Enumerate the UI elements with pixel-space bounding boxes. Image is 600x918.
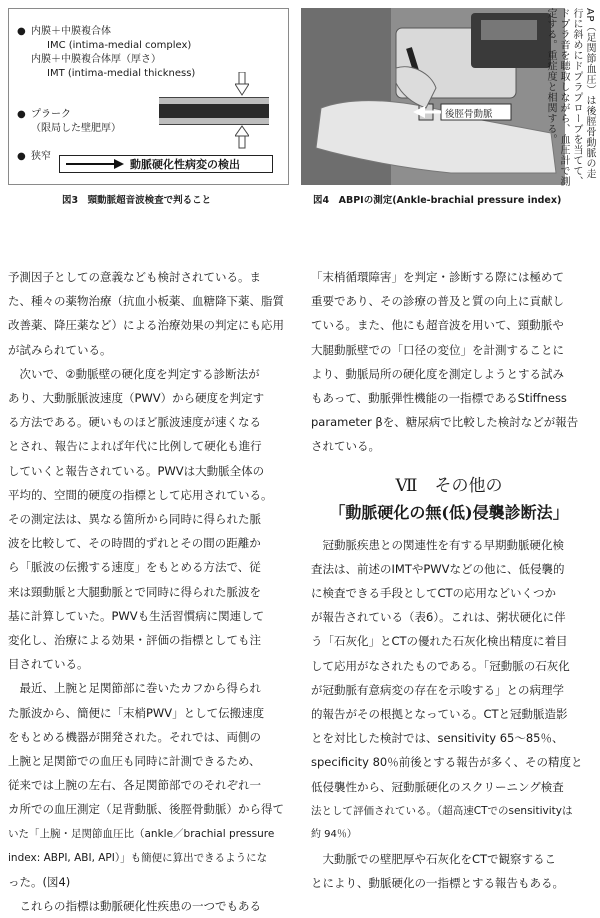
text-line: とにより、動脈硬化の一指標とする報告もある。: [311, 876, 564, 891]
text-line: 「末梢循環障害」を判定・診断する際には極めて: [311, 270, 564, 284]
text-line: に検査できる手段としてCTの応用などいくつか: [311, 586, 557, 601]
section-heading: [311, 473, 587, 527]
text-line: 改善薬、降圧薬など）による治療効果の判定にも応用: [8, 318, 284, 333]
intima-layer: [159, 97, 269, 104]
text-line: 査法は、前述のIMTやPWVなどの他に、低侵襲的: [311, 561, 565, 576]
text-line: 従来では上腕の左右、各足関節部でのそれぞれ一: [8, 778, 261, 793]
figure-4-photo: [301, 8, 565, 185]
text-line: 波を比較して、その時間的ずれとその間の距離か: [8, 536, 261, 551]
text-line: 重要であり、その診療の普及と質の向上に貢献し: [311, 294, 564, 309]
detection-box: [59, 155, 273, 173]
figure-3-caption: 図3 頸動脈超音波検査で判ること: [62, 195, 212, 206]
text-line: 冠動脈疾患との関連性を有する早期動脈硬化検: [311, 537, 564, 552]
text-line: されている。: [311, 439, 380, 454]
text-line: とされ、報告によれば年代に比例して硬化も進行: [8, 439, 262, 454]
imt-en-label: IMT (intima-medial thickness): [47, 68, 196, 79]
text-line: 基に計算していた。PWVも生活習慣病に関連して: [8, 608, 265, 623]
figure-4-side-note: AP（足関節血圧）は後脛骨動脈の走行に斜めにドプラプローブを当てて、ドプラ音を聴取しながら、血圧計で測定する。重症度と相関する。: [545, 8, 595, 187]
text-line: た脈波から、簡便に「末梢PWV」として伝搬速度: [8, 705, 265, 720]
bullet-dot: ●: [17, 26, 26, 37]
text-line: カ所での血圧測定（足背動脈、後脛骨動脈）から得て: [8, 802, 284, 817]
bullet-dot: ●: [17, 151, 26, 162]
text-line: 変化し、治療による効果・評価の指標としても注: [8, 633, 261, 648]
abpi-measurement-photo: [301, 8, 565, 185]
text-line: 的報告がその根拠となっている。CTと冠動脈造影: [311, 707, 568, 722]
text-line: あり、大動脈脈波速度（PWV）から硬度を判定す: [8, 391, 265, 406]
text-line: とを対比した検討では、sensitivity 65～85％、: [311, 731, 564, 746]
right-text-column: [311, 265, 587, 896]
text-line: ら「脈波の伝搬する速度」をもとめる方法で、従: [8, 560, 261, 575]
text-line: 法として評価されている。（超高速CTでのsensitivityは: [311, 804, 573, 817]
text-line: その測定法は、異なる箇所から同時に得られた脈: [8, 512, 261, 527]
detection-label: 動脈硬化性病変の検出: [130, 158, 240, 171]
figure-4-caption: 図4 ABPIの測定(Ankle-brachial pressure index): [313, 195, 562, 206]
text-line: 目されている。: [8, 657, 89, 672]
plaque-sub-label: （限局した壁肥厚）: [31, 123, 121, 134]
media-layer: [159, 104, 269, 118]
text-line: った。(図4): [8, 875, 71, 890]
text-line: これらの指標は動脈硬化性疾患の一つでもある: [8, 899, 261, 914]
text-line: いた「上腕・足関節血圧比（ankle／brachial pressure: [8, 827, 275, 840]
imc-en-label: IMC (intima-medial complex): [47, 40, 192, 51]
text-line: 最近、上腕と足関節部に巻いたカフから得られ: [8, 681, 261, 696]
text-line: をもとめる機器が開発された。それでは、両側の: [8, 729, 261, 744]
text-line: していくと報告されている。PWVは大動脈全体の: [8, 463, 265, 478]
text-line: index: ABPI, ABI, API）」も簡便に算出できるようにな: [8, 851, 268, 864]
stenosis-label: 狭窄: [31, 151, 51, 162]
adventitia-layer: [159, 118, 269, 125]
text-line: 予測因子としての意義なども検討されている。ま: [8, 270, 261, 284]
text-line: る方法である。硬いものほど脈波速度が速くなる: [8, 415, 261, 430]
section-title: 「動脈硬化の無(低)侵襲診断法」: [329, 502, 569, 522]
text-line: 来は頸動脈と大腿動脈とで同時に得られた脈波を: [8, 584, 261, 599]
text-line: 大腿動脈壁での「口径の変位」を計測することに: [311, 342, 564, 357]
plaque-label: プラーク: [31, 109, 71, 120]
text-line: う「石灰化」とCTの優れた石灰化検出精度に着目: [311, 634, 568, 649]
text-line: 約 94％）: [311, 829, 357, 841]
text-line: が試みられている。: [8, 342, 112, 357]
text-line: もあって、動脈弾性機能の一指標であるStiffness: [311, 391, 567, 406]
text-line: が冠動脈有意病変の存在を示唆する」との病理学: [311, 682, 564, 697]
text-line: 上腕と足関節での血圧も同時に計測できるため、: [8, 754, 261, 769]
arrow-down-icon: [235, 72, 249, 96]
arrow-up-icon: [235, 125, 249, 149]
bullet-dot: ●: [17, 109, 26, 120]
left-text-column: [8, 265, 284, 918]
imc-jp-label: 内膜＋中膜複合体: [31, 26, 111, 37]
text-line: specificity 80％前後とする報告が多く、その精度と: [311, 755, 583, 770]
figure-3: [8, 8, 289, 185]
imt-jp-label: 内膜＋中膜複合体厚（厚さ）: [31, 54, 161, 65]
text-line: た、種々の薬物治療（抗血小板薬、血糖降下薬、脂質: [8, 294, 284, 309]
arrow-right-icon: [66, 159, 124, 169]
text-line: ている。また、他にも超音波を用いて、頸動脈や: [311, 318, 564, 333]
text-line: より、動脈局所の硬化度を測定しようとする試み: [311, 366, 564, 381]
text-line: 次いで、②動脈壁の硬化度を判定する診断法が: [8, 366, 260, 381]
text-line: parameter βを、糖尿病で比較した検討などが報告: [311, 415, 579, 430]
posterior-tibial-artery-label: 後脛骨動脈: [445, 109, 493, 120]
text-line: 低侵襲性から、冠動脈硬化のスクリーニング検査: [311, 779, 564, 794]
text-line: して応用がなされたものである。「冠動脈の石灰化: [311, 658, 570, 673]
text-line: 平均的、空間的硬度の指標として応用されている。: [8, 487, 273, 502]
text-line: 大動脈での壁肥厚や石灰化をCTで観察するこ: [311, 852, 557, 867]
text-line: が報告されている（表6）。これは、粥状硬化に伴: [311, 610, 566, 625]
section-number: Ⅶ その他の: [395, 475, 503, 496]
